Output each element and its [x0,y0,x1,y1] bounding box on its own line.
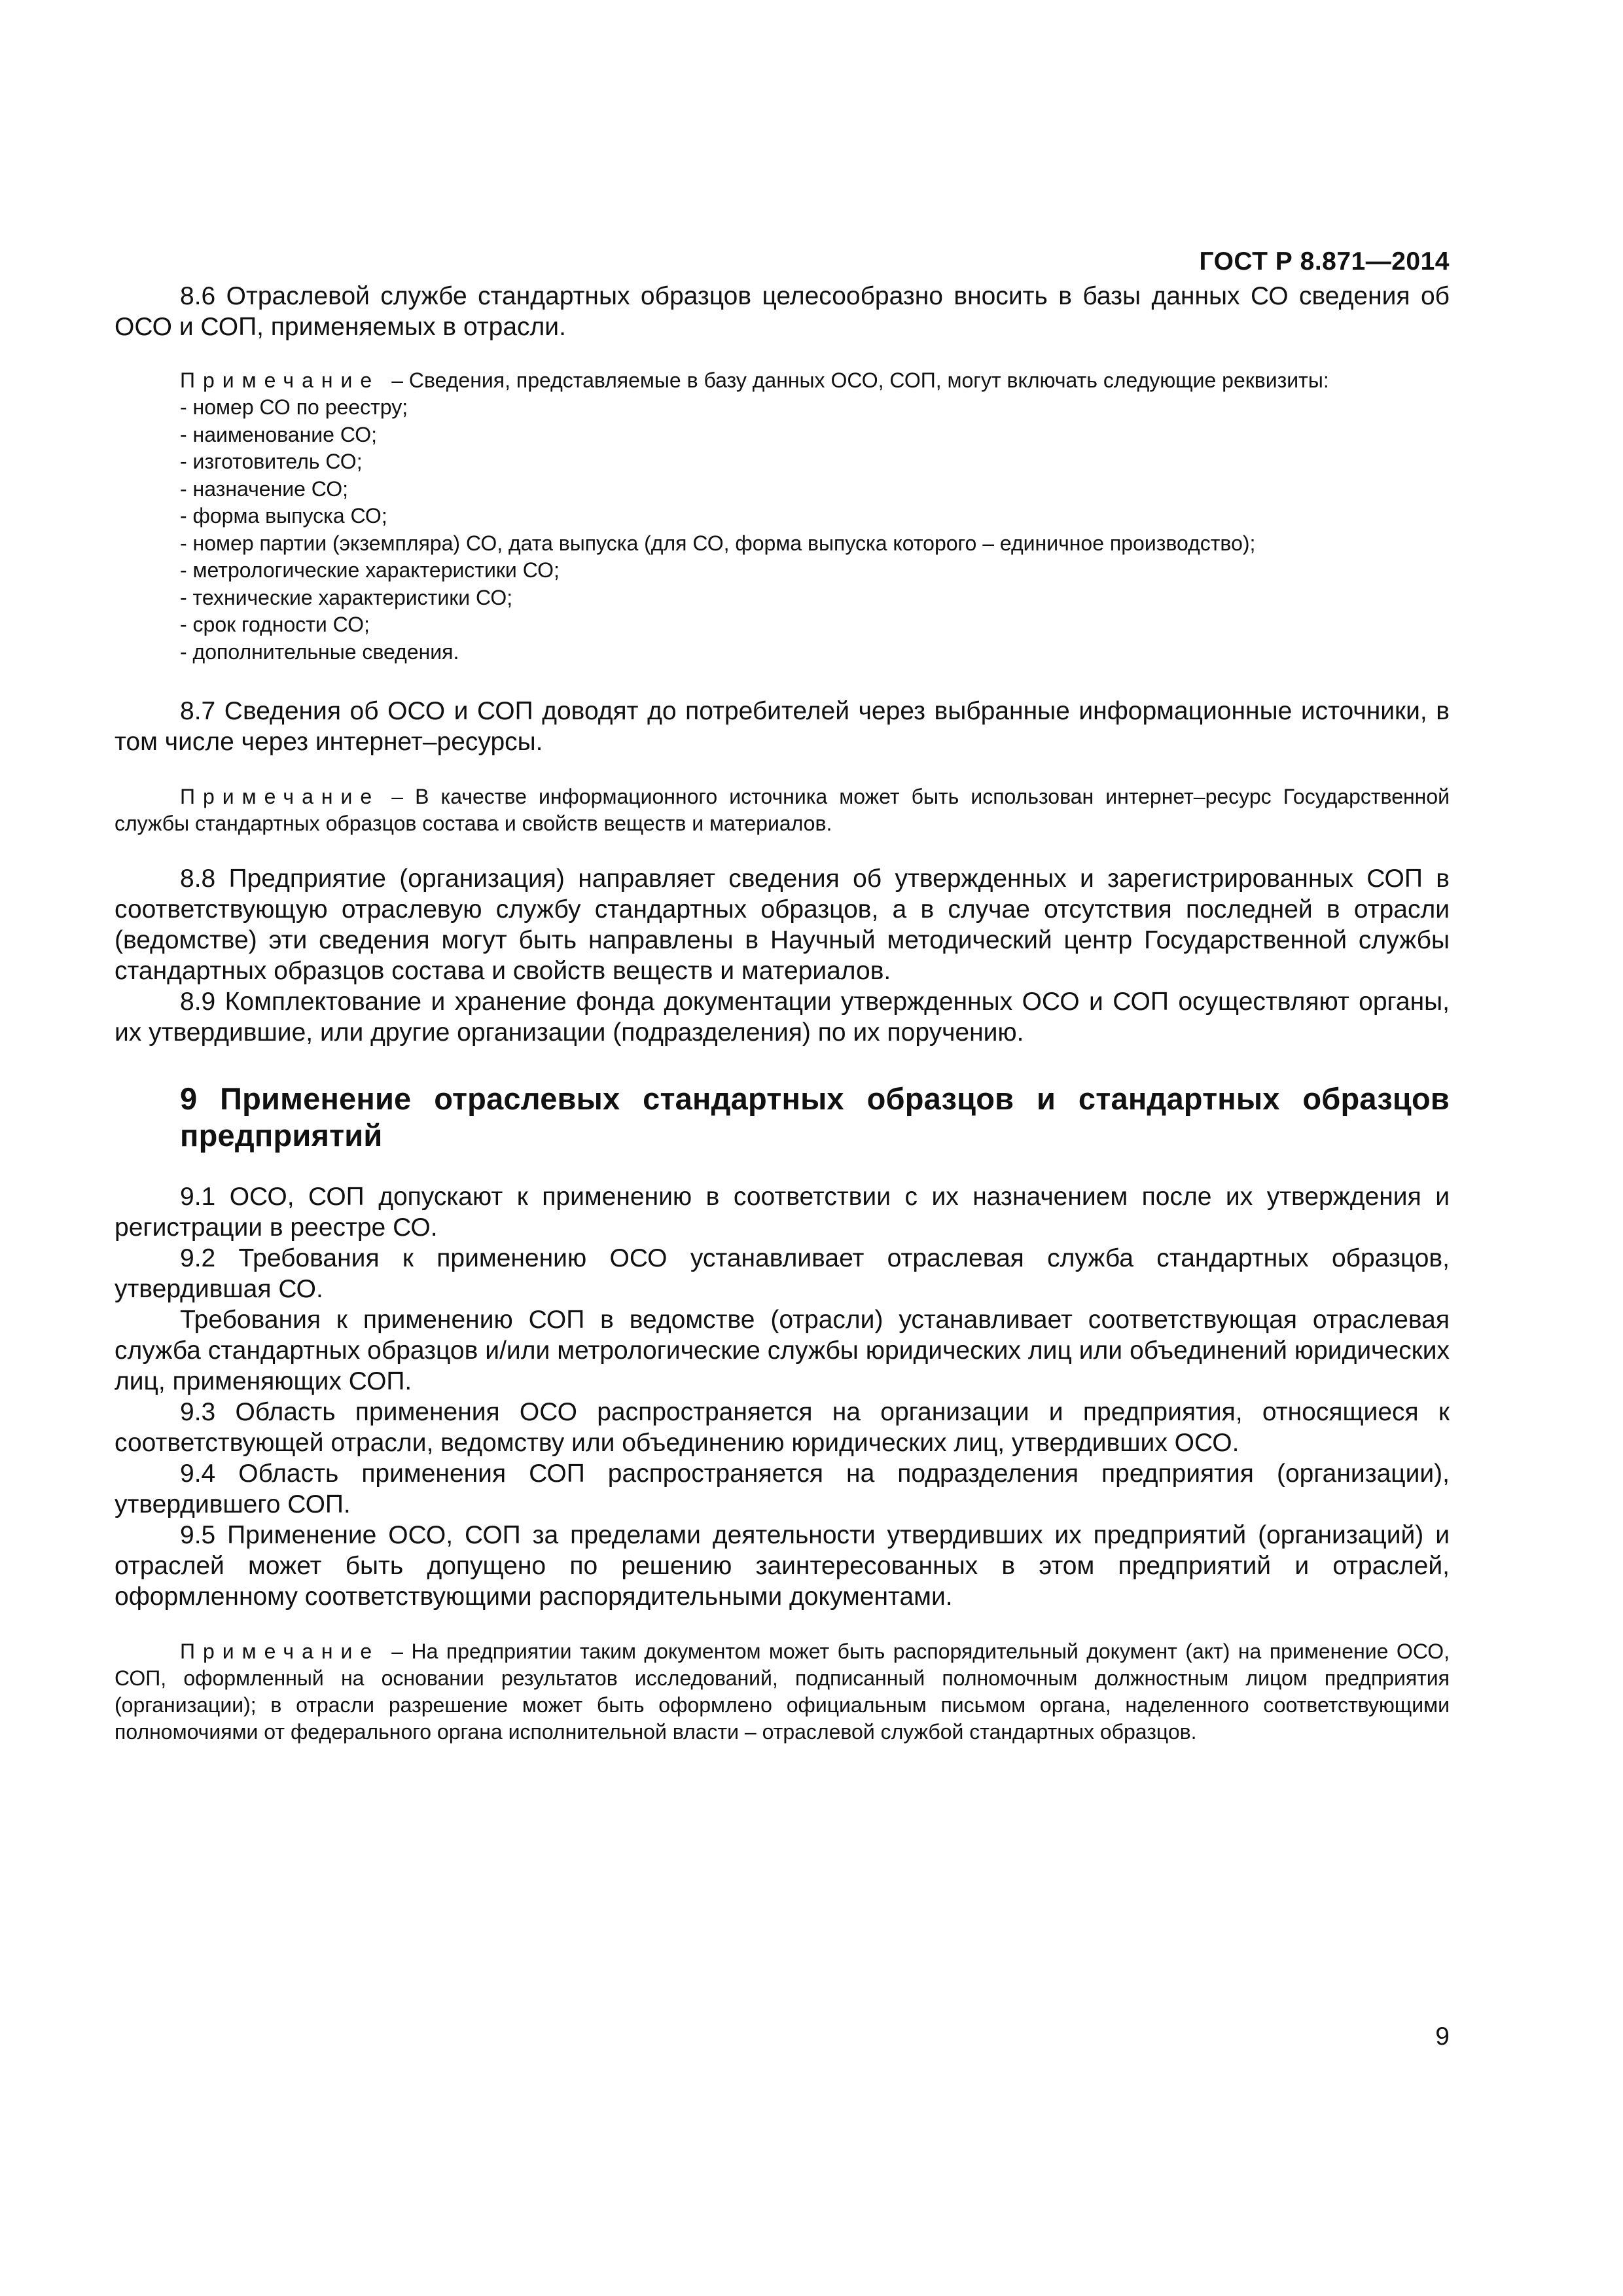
clause-9-1: 9.1 ОСО, СОП допускают к применению в соответствии с их назначением после их утверждения и регистрации в реестре СО. [115,1183,1450,1242]
note-label: Примечание [180,1640,380,1663]
list-item: - технические характеристики СО; [180,585,513,609]
note-label: Примечание [180,785,380,808]
note-1 [115,367,1450,394]
list-item: - срок годности СО; [180,613,370,636]
note-3-text: – На предприятии таким документом может быть распорядительный документ (акт) на применение ОСО, СОП, оформленный на основании результатов исследований, подписанный полномочным должностным лицом предприятия (организации); в отрасли разрешение может быть оформлено официальным письмом органа, наделенного соответствующими полномочиями от федерального органа исполнительной власти – отраслевой службой стандартных образцов. [115,1640,1450,1744]
section-9-title: 9 Применение отраслевых стандартных образцов и стандартных образцов предприятий [180,1081,1450,1153]
list-item: - метрологические характеристики СО; [180,558,560,582]
document-code: ГОСТ Р 8.871—2014 [1199,247,1450,276]
clause-8-9: 8.9 Комплектование и хранение фонда документации утвержденных ОСО и СОП осуществляют органы, их утвердившие, или другие организации (подразделения) по их поручению. [115,988,1450,1047]
list-item: - номер партии (экземпляра) СО, дата выпуска (для СО, форма выпуска которого – единичное производство); [180,531,1256,555]
clause-9-4: 9.4 Область применения СОП распространяется на подразделения предприятия (организации), утвердившего СОП. [115,1460,1450,1518]
clause-9-5: 9.5 Применение ОСО, СОП за пределами деятельности утвердивших их предприятий (организаций) и отраслей может быть допущено по решению заинтересованных в этом предприятий и отраслей, оформленному соответствующими распорядительными документами. [115,1521,1450,1611]
list-item: - назначение СО; [180,476,348,501]
clause-8-7: 8.7 Сведения об ОСО и СОП доводят до потребителей через выбранные информационные источники, в том числе через интернет–ресурсы. [115,697,1450,756]
note-1-text: – Сведения, представляемые в базу данных ОСО, СОП, могут включать следующие реквизиты: [391,368,1329,392]
page-content [115,245,1450,1746]
note-label: Примечание [180,368,380,392]
note-1-list [115,394,1450,666]
note-2-text: – В качестве информационного источника может быть использован интернет–ресурс Государственной службы стандартных образцов состава и свойств веществ и материалов. [115,785,1450,835]
page-number: 9 [1435,2022,1450,2051]
clause-9-2: 9.2 Требования к применению ОСО устанавливает отраслевая служба стандартных образцов, утвердившая СО. [115,1244,1450,1303]
clause-9-3: 9.3 Область применения ОСО распространяется на организации и предприятия, относящиеся к соответствующей отрасли, ведомству или объединению юридических лиц, утвердивших ОСО. [115,1398,1450,1457]
list-item: - форма выпуска СО; [180,504,387,528]
list-item: - номер СО по реестру; [180,395,408,419]
clause-8-8: 8.8 Предприятие (организация) направляет сведения об утвержденных и зарегистрированных СОП в соответствующую отраслевую службу стандартных образцов, а в случае отсутствия последней в отрасли (ведомстве) эти сведения могут быть направлены в Научный методический центр Государственной службы стандартных образцов состава и свойств веществ и материалов. [115,865,1450,985]
list-item: - изготовитель СО; [180,450,363,473]
list-item: - дополнительные сведения. [180,639,459,664]
note-3 [115,1638,1450,1746]
list-item: - наименование СО; [180,422,378,446]
clause-9-2-continued: Требования к применению СОП в ведомстве (отрасли) устанавливает соответствующая отраслевая служба стандартных образцов и/или метрологические службы юридических лиц или объединений юридических лиц, применяющих СОП. [115,1306,1450,1395]
clause-8-6: 8.6 Отраслевой службе стандартных образцов целесообразно вносить в базы данных СО сведения об ОСО и СОП, применяемых в отрасли. [115,282,1450,341]
note-2 [115,783,1450,837]
